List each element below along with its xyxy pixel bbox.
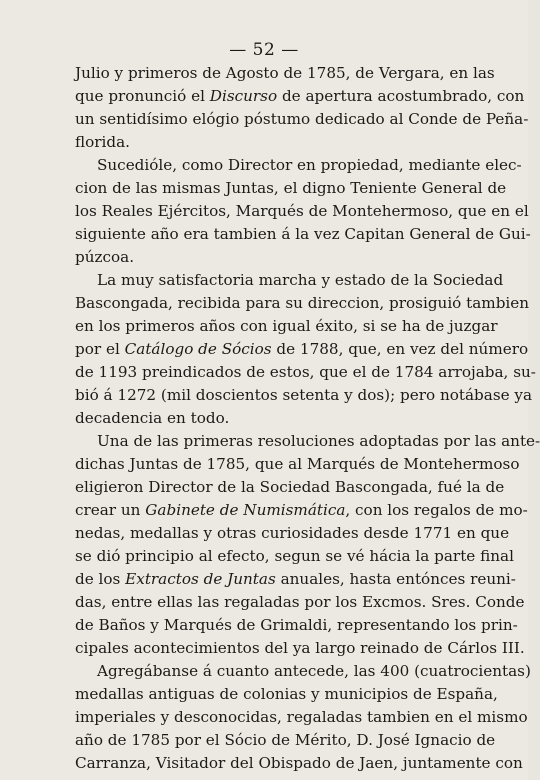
text-line: [75, 200, 529, 223]
text-line: [75, 591, 525, 614]
text-segment: siguiente año era tambien á la vez Capitan General de Gui-: [75, 225, 531, 243]
text-line: [75, 384, 533, 407]
text-segment: florida.: [75, 133, 130, 151]
text-line: [75, 637, 525, 660]
text-segment: los Reales Ejércitos, Marqués de Montehermoso, que en el: [75, 202, 529, 220]
text-segment: de los: [75, 570, 126, 588]
text-segment: Agregábanse á cuanto antecede, las 400 (cuatrocientas): [97, 662, 531, 680]
text-segment: un sentidísimo elógio póstumo dedicado al Conde de Peña-: [75, 110, 529, 128]
text-segment: dichas Juntas de 1785, que al Marqués de Montehermoso: [75, 455, 520, 473]
text-line: [75, 683, 498, 706]
text-segment: de 1193 preindicados de estos, que el de 1784 arrojaba, su-: [75, 363, 536, 381]
text-segment: La muy satisfactoria marcha y estado de la Sociedad: [97, 271, 504, 289]
text-segment: bió á 1272 (mil doscientos setenta y dos); pero notábase ya: [75, 386, 533, 404]
text-segment: medallas antiguas de colonias y municipios de España,: [75, 685, 498, 703]
body-text: [75, 62, 540, 775]
text-line: [75, 361, 536, 384]
text-line: [75, 476, 505, 499]
text-line: [75, 545, 514, 568]
text-segment: nedas, medallas y otras curiosidades desde 1771 en que: [75, 524, 510, 542]
text-segment: de Baños y Marqués de Grimaldi, representando los prin-: [75, 616, 518, 634]
italic-title: Catálogo de Sócios: [124, 340, 272, 358]
text-line: [75, 407, 487, 430]
text-line: [75, 568, 516, 591]
text-segment: de apertura acostumbrado, con: [277, 87, 525, 105]
text-line: [75, 614, 518, 637]
text-segment: , con los regalos de mo-: [345, 501, 528, 519]
text-line: [75, 430, 540, 453]
text-line: [75, 706, 528, 729]
text-segment: púzcoa.: [75, 248, 135, 266]
text-segment: Bascongada, recibida para su direccion, prosiguió tambien: [75, 294, 530, 312]
text-line: [75, 108, 529, 131]
text-line: [75, 154, 522, 177]
italic-title: Extractos de Juntas: [125, 570, 276, 588]
text-segment: eligieron Director de la Sociedad Bascongada, fué la de: [75, 478, 505, 496]
text-segment: cion de las mismas Juntas, el digno Teniente General de: [75, 179, 507, 197]
text-segment: decadencia en todo.: [75, 409, 230, 427]
text-segment: en los primeros años con igual éxito, si se ha de juzgar: [75, 317, 498, 335]
text-line: [75, 338, 529, 361]
text-segment: por el: [75, 340, 125, 358]
text-segment: de 1788, que, en vez del número: [271, 340, 529, 358]
text-line: [75, 246, 487, 269]
text-segment: Una de las primeras resoluciones adoptadas por las ante-: [97, 432, 540, 450]
text-line: [75, 177, 507, 200]
text-line: [75, 729, 496, 752]
text-line: [75, 62, 495, 85]
text-segment: crear un: [75, 501, 146, 519]
text-line: [75, 315, 498, 338]
text-segment: Sucedióle, como Director en propiedad, mediante elec-: [97, 156, 522, 174]
text-line: [75, 522, 510, 545]
text-line: [75, 292, 530, 315]
text-line: [75, 223, 531, 246]
text-segment: año de 1785 por el Sócio de Mérito, D. José Ignacio de: [75, 731, 496, 749]
italic-title: Discurso: [209, 87, 278, 105]
text-segment: anuales, hasta entónces reuni-: [275, 570, 516, 588]
italic-title: Gabinete de Numismática: [145, 501, 346, 519]
text-line: [75, 453, 520, 476]
text-segment: das, entre ellas las regaladas por los Excmos. Sres. Conde: [75, 593, 525, 611]
text-segment: imperiales y desconocidas, regaladas tambien en el mismo: [75, 708, 528, 726]
text-segment: Carranza, Visitador del Obispado de Jaen, juntamente con: [75, 754, 523, 772]
text-line: [75, 85, 525, 108]
text-line: [75, 131, 487, 154]
text-segment: Julio y primeros de Agosto de 1785, de Vergara, en las: [75, 64, 495, 82]
page-number: — 52 —: [229, 40, 299, 60]
text-line: [75, 499, 528, 522]
text-line: [75, 660, 531, 683]
text-line: [75, 269, 504, 292]
text-line: [75, 752, 523, 775]
text-segment: cipales acontecimientos del ya largo reinado de Cárlos III.: [75, 639, 525, 657]
text-segment: se dió principio al efecto, segun se vé hácia la parte final: [75, 547, 514, 565]
text-segment: que pronunció el: [75, 87, 210, 105]
